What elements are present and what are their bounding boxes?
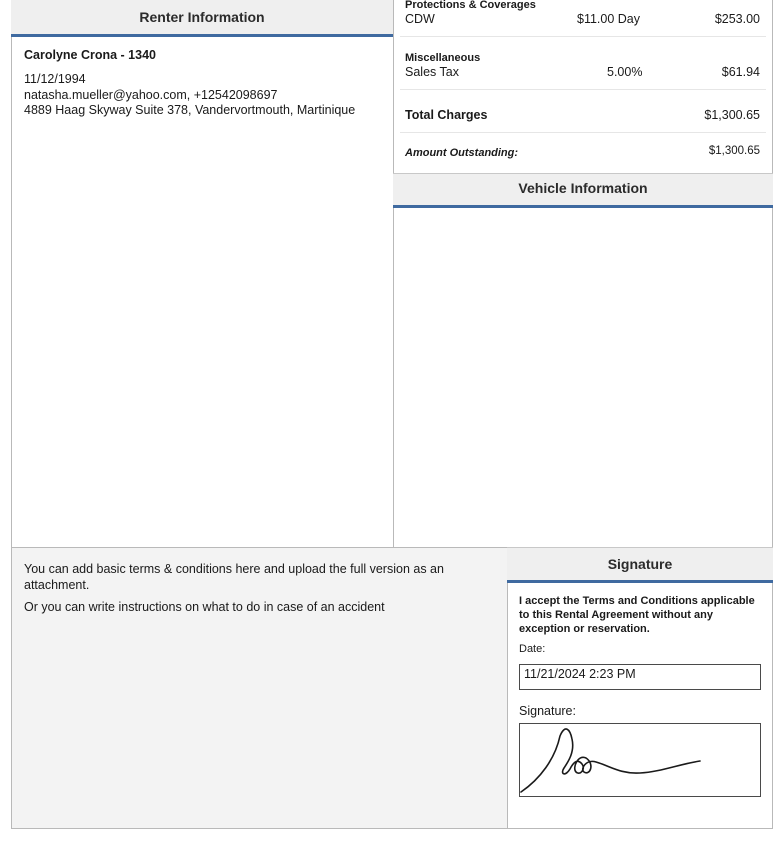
- misc-title: Miscellaneous: [405, 52, 481, 64]
- misc-item-rate: 5.00%: [607, 65, 643, 79]
- protections-title: Protections & Coverages: [405, 0, 536, 11]
- terms-line-1: You can add basic terms & conditions here and upload the full version as an attachment.: [24, 562, 444, 592]
- total-charges-label: Total Charges: [405, 108, 488, 122]
- signature-label: Signature:: [519, 704, 576, 718]
- signature-accept-text: I accept the Terms and Conditions applicable to this Rental Agreement without any exception or reservation.: [519, 595, 755, 635]
- amount-outstanding-value: $1,300.65: [708, 145, 760, 157]
- renter-name: Carolyne Crona - 1340: [24, 48, 156, 62]
- renter-address: 4889 Haag Skyway Suite 378, Vandervortmouth, Martinique: [24, 103, 356, 117]
- renter-dob: 11/12/1994: [24, 72, 86, 86]
- signature-header: [507, 547, 773, 583]
- amount-outstanding-label: Amount Outstanding:: [405, 147, 519, 159]
- protections-item-amount: $253.00: [714, 12, 760, 26]
- divider: [400, 36, 766, 37]
- terms-line-2: Or you can write instructions on what to do in case of an accident: [24, 600, 385, 614]
- renter-contact: natasha.mueller@yahoo.com, +12542098697: [24, 88, 278, 102]
- vehicle-header-title: Vehicle Information: [518, 180, 648, 196]
- misc-item-label: Sales Tax: [405, 65, 459, 79]
- charges-panel: [393, 0, 773, 548]
- protections-item-rate: $11.00 Day: [577, 12, 641, 26]
- total-charges-amount: $1,300.65: [704, 108, 760, 122]
- signature-box[interactable]: [519, 723, 761, 797]
- renter-header: [11, 0, 393, 37]
- date-label: Date:: [519, 643, 546, 655]
- divider: [400, 132, 766, 133]
- renter-header-title: Renter Information: [139, 9, 265, 25]
- misc-item-amount: $61.94: [721, 65, 760, 79]
- signature-header-title: Signature: [607, 556, 673, 572]
- protections-item-label: CDW: [405, 12, 435, 26]
- signature-drawing: [520, 724, 761, 797]
- vehicle-header: [393, 173, 773, 208]
- date-field[interactable]: 11/21/2024 2:23 PM: [519, 664, 761, 690]
- divider: [400, 89, 766, 90]
